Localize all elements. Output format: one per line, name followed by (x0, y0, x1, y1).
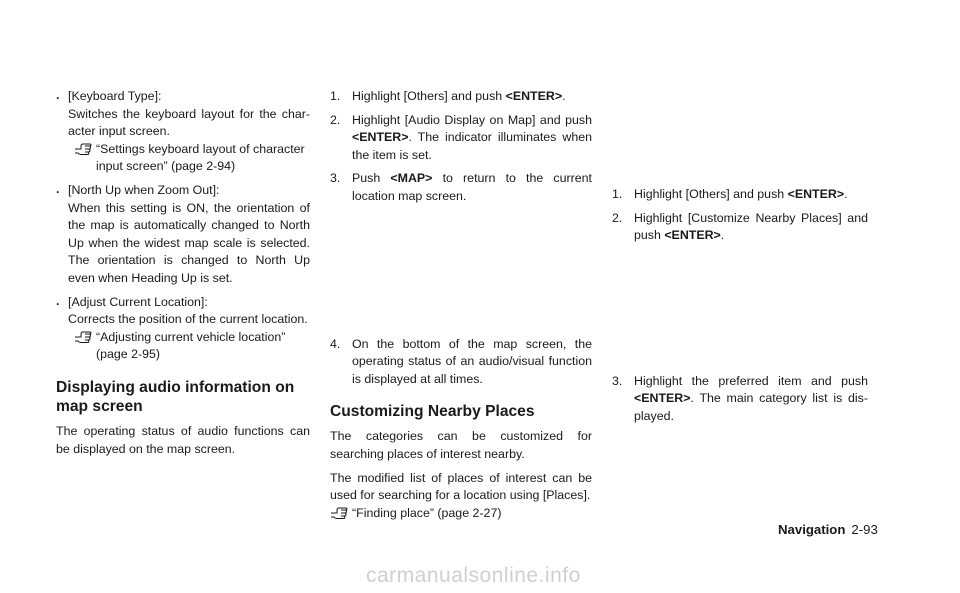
setting-item-keyboard-type (56, 88, 310, 176)
setting-description: When this setting is ON, the orientation of the map is automatically changed to North Up when the widest map scale is selected. The orientation is changed to North Up even when Heading Up is set. (68, 200, 310, 285)
step-2: 2. Highlight [Customize Nearby Places] and push <ENTER>. (612, 210, 868, 243)
setting-title: . [Adjust Current Location]: (56, 294, 310, 312)
step-3: 3. Highlight the preferred item and push <ENTER>. The main category list is dis-played. (612, 373, 868, 423)
key-label: <ENTER> (634, 391, 691, 406)
pointing-hand-icon (74, 330, 92, 344)
watermark: carmanualsonline.info (366, 564, 581, 587)
section-paragraph: The modified list of places of interest can be used for searching for a location using [Places]. (330, 470, 592, 503)
setting-title: . [Keyboard Type]: (56, 88, 310, 106)
step-3: 3. Push <MAP> to return to the current location map screen. (330, 171, 592, 203)
step-2: 2. Highlight [Audio Display on Map] and push <ENTER>. The indicator illuminates when the item is set. (330, 112, 592, 162)
section-heading: Displaying audio information on map screen (56, 378, 295, 415)
setting-title: . [North Up when Zoom Out]: (56, 182, 310, 200)
step-1: 1. Highlight [Others] and push <ENTER>. (612, 187, 848, 201)
step-4: 4. On the bottom of the map screen, the operating status of an audio/visual function is displayed at all times. (330, 336, 592, 386)
section-heading: Customizing Nearby Places (330, 403, 535, 421)
page-footer (778, 521, 878, 539)
pointing-hand-icon (330, 506, 348, 520)
pointing-hand-icon (74, 142, 92, 156)
key-label: <ENTER> (352, 130, 409, 145)
image-space (612, 88, 868, 186)
section-paragraph: The operating status of audio functions can be displayed on the map screen. (56, 423, 310, 456)
section-paragraph: The categories can be customized for searching places of interest nearby. (330, 429, 592, 461)
section-name: Navigation (778, 522, 846, 537)
setting-description: Corrects the position of the current location. (68, 312, 308, 327)
column-right (612, 88, 868, 432)
key-label: <ENTER> (664, 228, 721, 243)
image-space (612, 251, 868, 373)
setting-description: Switches the keyboard layout for the char-acter input screen. (68, 106, 310, 139)
column-middle (330, 88, 592, 522)
key-label: <MAP> (390, 171, 433, 186)
cross-reference: “Adjusting current vehicle location” (page 2-95) (56, 329, 310, 364)
setting-item-adjust-location (56, 294, 310, 364)
image-space (330, 212, 592, 336)
step-1: 1. Highlight [Others] and push <ENTER>. (330, 89, 566, 103)
page-number: 2-93 (851, 522, 878, 537)
key-label: <ENTER> (787, 187, 845, 201)
setting-item-north-up (56, 182, 310, 288)
column-left (56, 88, 310, 464)
cross-reference: “Settings keyboard layout of character input screen” (page 2-94) (56, 141, 310, 176)
cross-reference: “Finding place” (page 2-27) (330, 505, 592, 523)
key-label: <ENTER> (505, 89, 563, 103)
